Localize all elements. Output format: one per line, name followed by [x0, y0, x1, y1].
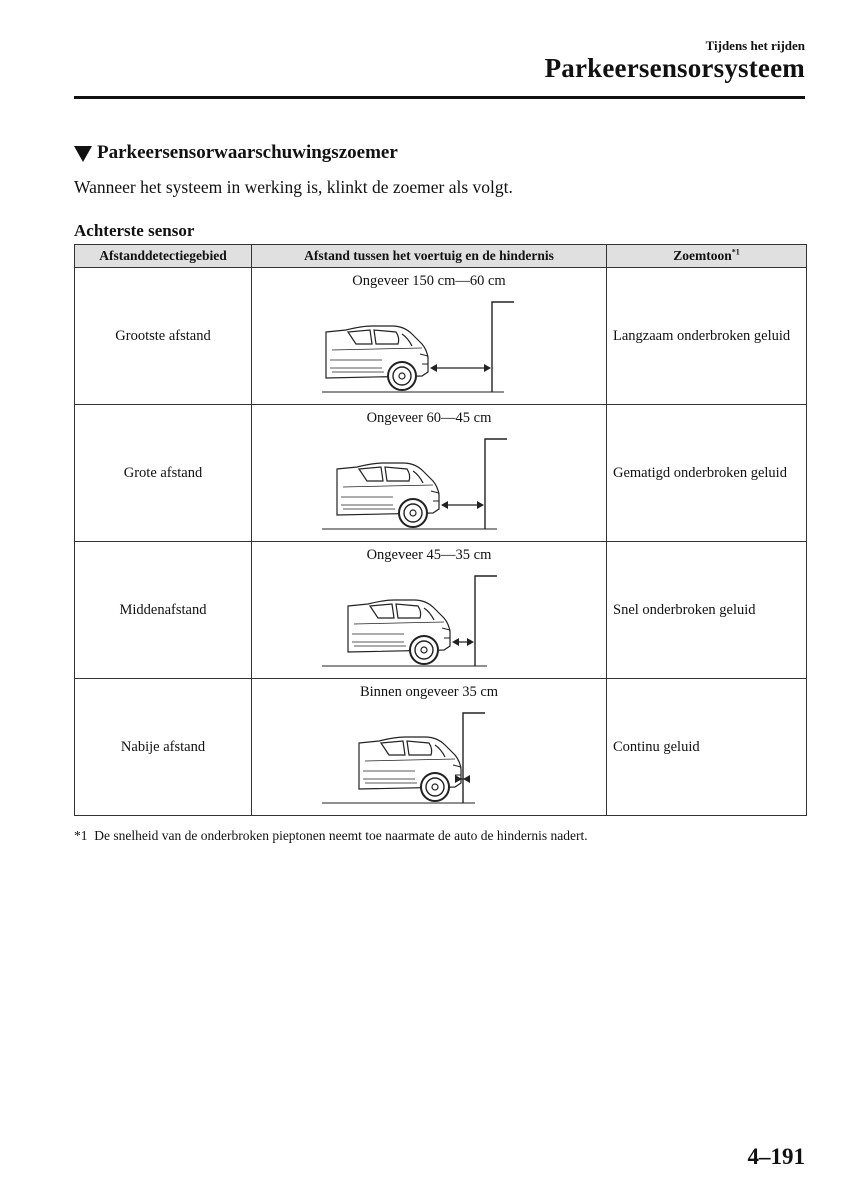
car-icon	[348, 600, 450, 664]
table-row	[75, 542, 807, 679]
distance-cell	[252, 405, 607, 542]
arrow-head-left-icon	[441, 501, 448, 509]
distance-cell	[252, 679, 607, 816]
obstacle-wall	[485, 439, 507, 529]
distance-cell	[252, 542, 607, 679]
arrow-head-right-icon	[477, 501, 484, 509]
footnote-mark: *1	[74, 828, 88, 843]
buzzer-tone-cell: Langzaam onderbroken geluid	[607, 268, 807, 405]
subsection-heading	[74, 142, 398, 164]
column-header-tone-label: Zoemtoon	[673, 248, 732, 263]
car-icon	[359, 737, 461, 801]
arrow-head-left-icon	[452, 638, 459, 646]
buzzer-tone-cell: Gematigd onderbroken geluid	[607, 405, 807, 542]
subsection-title: Parkeersensorwaarschuwingszoemer	[97, 142, 398, 163]
column-header-area: Afstanddetectiegebied	[75, 245, 252, 268]
header-rule	[74, 96, 805, 99]
chapter-title: Parkeersensorsysteem	[544, 53, 805, 83]
sensor-table	[74, 244, 807, 816]
column-header-tone	[607, 245, 807, 268]
footnote-text: De snelheid van de onderbroken pieptonen neemt toe naarmate de auto de hindernis nadert.	[94, 828, 588, 843]
table-row	[75, 679, 807, 816]
table-row	[75, 268, 807, 405]
detection-area-cell: Nabije afstand	[75, 679, 252, 816]
distance-label: Ongeveer 150 cm—60 cm	[352, 273, 506, 289]
section-label: Tijdens het rijden	[705, 38, 805, 53]
table-header-row	[75, 245, 807, 268]
detection-area-cell: Grote afstand	[75, 405, 252, 542]
car-icon	[337, 463, 439, 527]
buzzer-tone-cell: Continu geluid	[607, 679, 807, 816]
obstacle-wall	[475, 576, 497, 666]
car-obstacle-illustration	[252, 679, 607, 815]
distance-label: Binnen ongeveer 35 cm	[359, 684, 499, 700]
triangle-bullet-icon	[74, 146, 92, 162]
footnote	[74, 828, 588, 844]
column-header-distance: Afstand tussen het voertuig en de hindernis	[252, 245, 607, 268]
table-title: Achterste sensor	[74, 221, 195, 240]
table-body	[75, 268, 807, 816]
buzzer-tone-cell: Snel onderbroken geluid	[607, 542, 807, 679]
detection-area-cell: Middenafstand	[75, 542, 252, 679]
distance-cell	[252, 268, 607, 405]
obstacle-wall	[492, 302, 514, 392]
car-icon	[326, 326, 428, 390]
arrow-head-right-icon	[467, 638, 474, 646]
distance-label: Ongeveer 60—45 cm	[366, 410, 492, 426]
detection-area-cell: Grootste afstand	[75, 268, 252, 405]
page-number: 4–191	[747, 1144, 805, 1169]
car-obstacle-illustration	[252, 268, 607, 404]
intro-paragraph: Wanneer het systeem in werking is, klinkt de zoemer als volgt.	[74, 177, 513, 197]
arrow-head-right-icon	[484, 364, 491, 372]
arrow-head-left-icon	[430, 364, 437, 372]
obstacle-wall	[463, 713, 485, 803]
arrow-head-left-icon	[463, 775, 470, 783]
footnote-ref: *1	[731, 247, 740, 257]
table-row	[75, 405, 807, 542]
car-obstacle-illustration	[252, 405, 607, 541]
distance-label: Ongeveer 45—35 cm	[366, 547, 492, 563]
car-obstacle-illustration	[252, 542, 607, 678]
